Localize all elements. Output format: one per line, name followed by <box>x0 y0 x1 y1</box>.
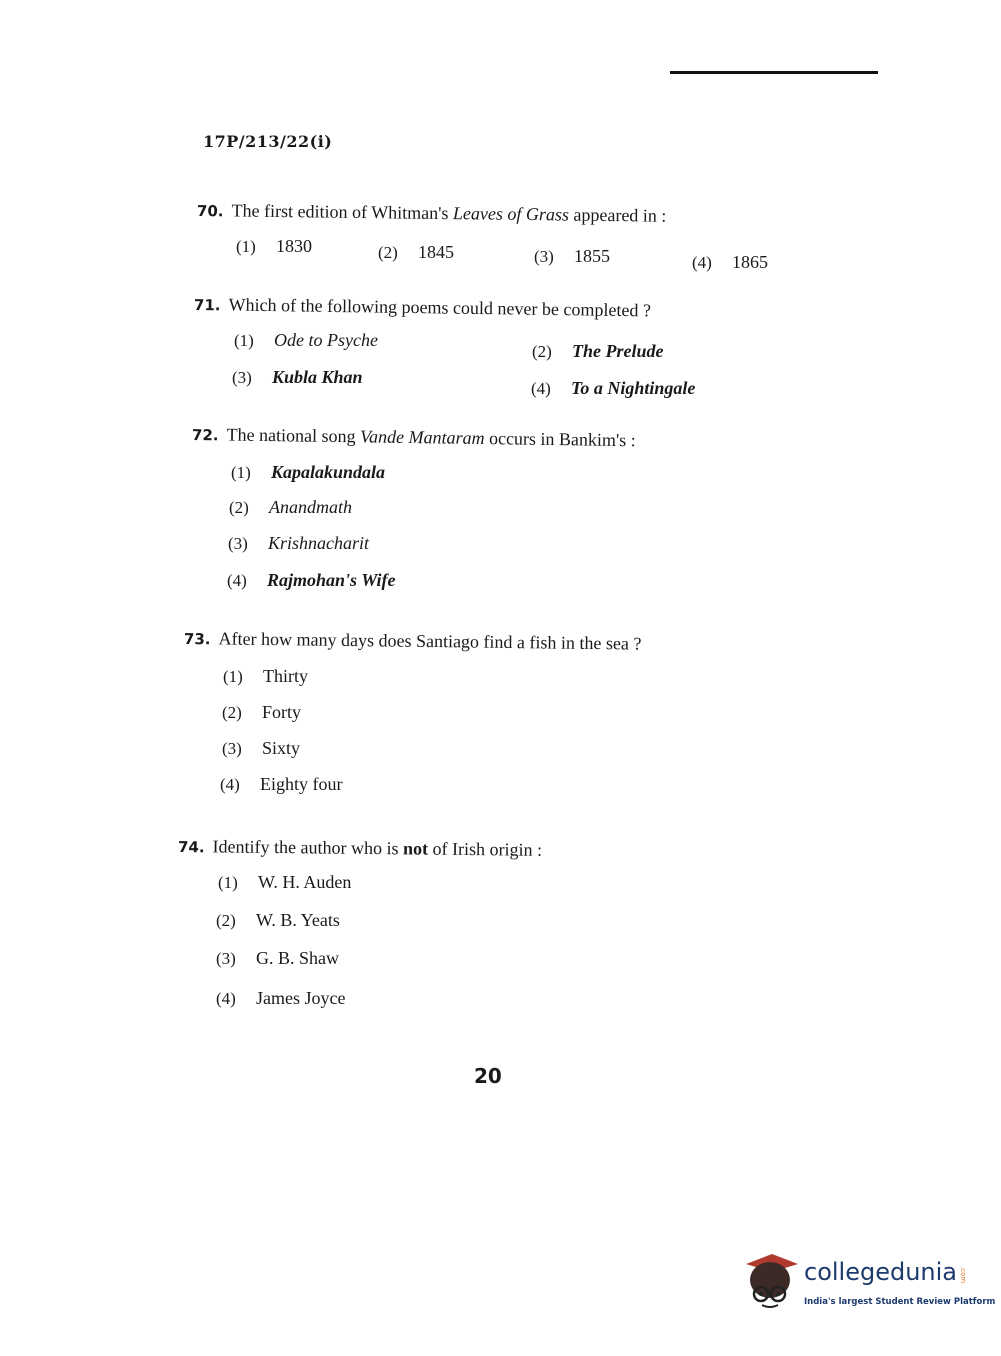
option-number: (1) <box>223 667 243 686</box>
option-number: (3) <box>534 247 554 266</box>
mascot-icon <box>742 1250 800 1310</box>
question-number: 72. <box>191 426 219 445</box>
option-70-2[interactable] <box>378 242 454 263</box>
option-number: (4) <box>531 379 551 398</box>
brand-suffix: .com <box>959 1266 967 1284</box>
option-73-2[interactable] <box>222 702 301 723</box>
option-74-1[interactable] <box>218 872 351 893</box>
option-text: James Joyce <box>256 988 346 1008</box>
option-text: Thirty <box>263 666 308 686</box>
question-stem: Identify the author who is <box>212 836 404 859</box>
question-number: 73. <box>183 630 211 649</box>
option-number: (3) <box>222 739 242 758</box>
top-rule <box>670 71 878 74</box>
question-72 <box>192 424 636 451</box>
option-text: 1830 <box>276 236 312 256</box>
question-stem-emphasis: not <box>402 838 429 859</box>
question-stem-end: of Irish origin : <box>427 838 543 860</box>
option-71-1[interactable] <box>234 330 378 351</box>
option-number: (1) <box>234 331 254 350</box>
option-72-2[interactable] <box>229 497 352 518</box>
question-number: 70. <box>196 202 224 221</box>
option-text: G. B. Shaw <box>256 948 340 968</box>
option-number: (1) <box>218 873 238 892</box>
option-70-1[interactable] <box>236 236 312 257</box>
option-number: (1) <box>236 237 256 256</box>
option-number: (2) <box>229 498 249 517</box>
option-text: Krishnacharit <box>268 533 370 553</box>
option-72-4[interactable] <box>227 570 396 591</box>
question-73 <box>184 628 642 655</box>
option-text: W. H. Auden <box>258 872 352 892</box>
option-70-3[interactable] <box>534 246 610 267</box>
option-number: (2) <box>216 911 236 930</box>
option-text: Kubla Khan <box>272 367 363 387</box>
question-stem: After how many days does Santiago find a fish in the sea ? <box>218 628 642 654</box>
option-73-3[interactable] <box>222 738 300 759</box>
option-number: (2) <box>222 703 242 722</box>
option-text: W. B. Yeats <box>256 910 340 930</box>
option-number: (3) <box>216 949 236 968</box>
option-72-3[interactable] <box>228 533 369 554</box>
question-74 <box>178 836 542 861</box>
option-number: (2) <box>532 342 552 361</box>
option-74-2[interactable] <box>216 910 340 931</box>
option-number: (4) <box>220 775 240 794</box>
option-text: Rajmohan's Wife <box>267 570 396 590</box>
page-number: 20 <box>474 1064 502 1088</box>
option-text: Sixty <box>262 738 301 758</box>
option-number: (2) <box>378 243 398 262</box>
question-stem-end: appeared in : <box>568 204 667 226</box>
option-number: (4) <box>692 253 712 272</box>
question-stem-title: Leaves of Grass <box>452 203 570 225</box>
option-text: 1855 <box>574 246 610 266</box>
option-74-4[interactable] <box>216 988 345 1009</box>
option-72-1[interactable] <box>231 462 385 483</box>
brand-tagline: India's largest Student Review Platform <box>804 1297 996 1307</box>
option-70-4[interactable] <box>692 252 768 273</box>
question-number: 74. <box>177 838 205 857</box>
option-text: 1845 <box>418 242 454 262</box>
question-70 <box>197 200 667 227</box>
option-text: Ode to Psyche <box>274 330 378 350</box>
option-73-4[interactable] <box>220 774 343 795</box>
question-stem: The national song <box>226 424 361 447</box>
question-number: 71. <box>193 296 221 315</box>
question-stem-title: Vande Mantaram <box>359 426 485 449</box>
question-stem: The first edition of Whitman's <box>231 200 454 224</box>
option-text: 1865 <box>732 252 768 272</box>
option-text: To a Nightingale <box>571 378 696 398</box>
option-number: (4) <box>227 571 247 590</box>
collegedunia-logo <box>742 1250 996 1320</box>
option-text: Anandmath <box>269 497 352 517</box>
option-number: (1) <box>231 463 251 482</box>
option-74-3[interactable] <box>216 948 339 969</box>
option-73-1[interactable] <box>223 666 308 687</box>
option-text: The Prelude <box>572 341 664 361</box>
question-stem-end: occurs in Bankim's : <box>484 428 636 451</box>
brand-name: collegedunia <box>804 1258 958 1286</box>
option-text: Kapalakundala <box>271 462 386 482</box>
option-71-2[interactable] <box>532 341 664 362</box>
paper-code: 17P/213/22(i) <box>203 132 333 151</box>
option-71-3[interactable] <box>232 367 363 388</box>
option-text: Eighty four <box>260 774 343 794</box>
option-71-4[interactable] <box>531 378 695 399</box>
option-number: (3) <box>228 534 248 553</box>
option-number: (3) <box>232 368 252 387</box>
question-71 <box>194 294 651 321</box>
question-stem: Which of the following poems could never be completed ? <box>228 294 652 321</box>
option-text: Forty <box>262 702 302 722</box>
option-number: (4) <box>216 989 236 1008</box>
